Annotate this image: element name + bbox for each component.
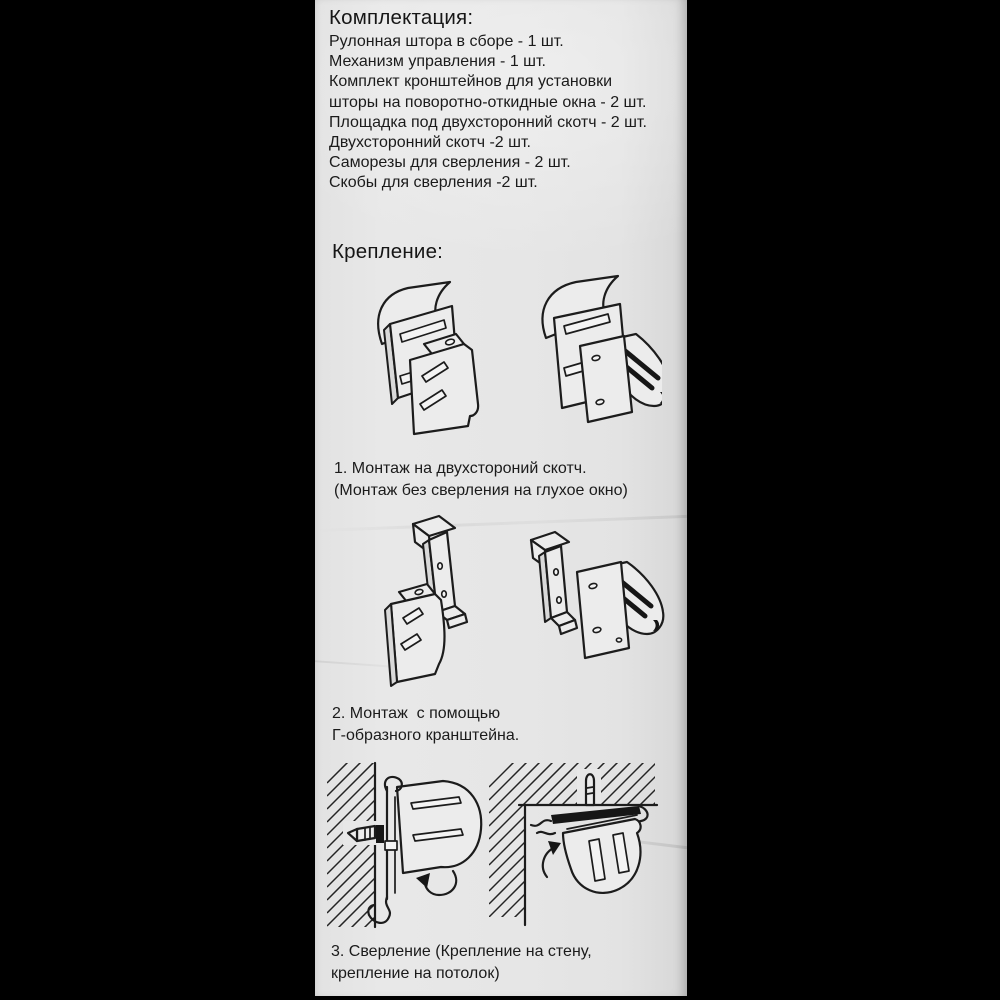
kit-list-line: Саморезы для сверления - 2 шт. (329, 154, 571, 172)
drill-mount-figure (323, 757, 663, 929)
caption-line: крепление на потолок) (331, 965, 500, 982)
hook-bracket-figure (337, 508, 667, 694)
kit-list-line: Площадка под двухсторонний скотч - 2 шт. (329, 113, 647, 131)
caption-line: 2. Монтаж с помощью (332, 705, 501, 722)
kit-list-line: шторы на поворотно-откидные окна - 2 шт. (329, 93, 647, 111)
mounting-section-title: Крепление: (332, 240, 444, 263)
tape-mount-left-illustration (378, 282, 478, 434)
hook-bracket-left-illustration (385, 516, 467, 686)
step-1-caption (334, 458, 628, 502)
ceiling-mount-illustration (489, 757, 657, 929)
caption-line: 1. Монтаж на двухстороний скотч. (334, 460, 587, 477)
caption-line: (Монтаж без сверления на глухое окно) (334, 482, 628, 499)
hook-bracket-right-illustration (531, 532, 663, 658)
instruction-sheet (315, 0, 687, 996)
step-3-caption (331, 941, 592, 985)
tape-mount-right-illustration (543, 276, 662, 422)
kit-list-line: Скобы для сверления -2 шт. (329, 174, 538, 192)
package-contents-title: Комплектация: (329, 6, 474, 29)
kit-list-line: Двухсторонний скотч -2 шт. (329, 134, 531, 152)
wall-mount-illustration (327, 757, 481, 929)
tape-mount-figure (340, 272, 662, 444)
kit-list-line: Механизм управления - 1 шт. (329, 53, 546, 71)
caption-line: 3. Сверление (Крепление на стену, (331, 943, 592, 960)
package-contents-list (329, 32, 647, 194)
caption-line: Г-образного кранштейна. (332, 727, 520, 744)
step-2-caption (332, 703, 519, 747)
kit-list-line: Рулонная штора в сборе - 1 шт. (329, 33, 564, 50)
kit-list-line: Комплект кронштейнов для установки (329, 73, 613, 91)
